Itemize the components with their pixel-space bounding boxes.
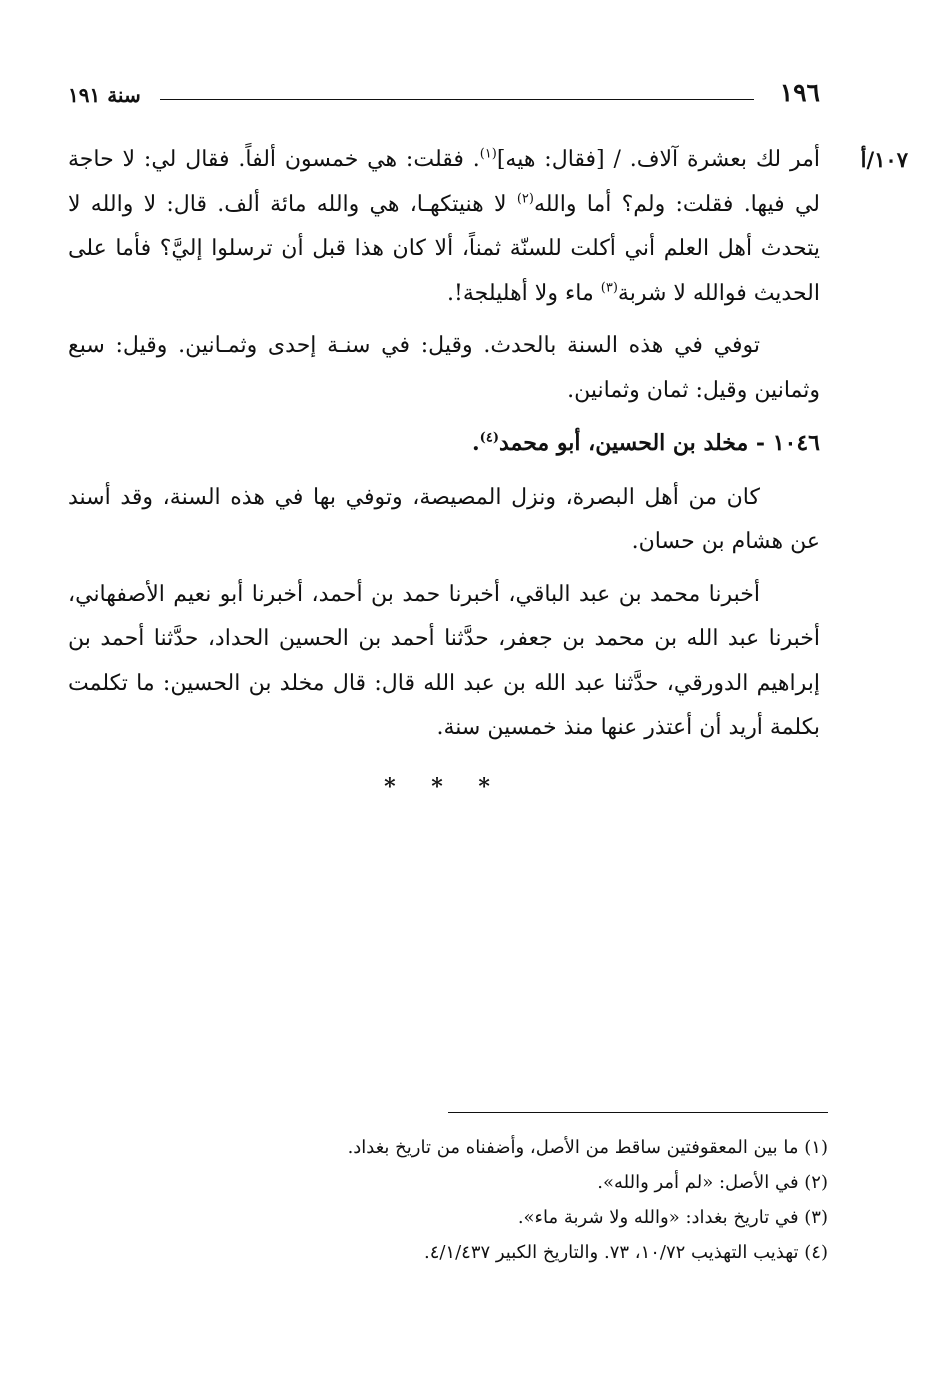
paragraph-1	[68, 138, 820, 316]
footnote-marker-1: (١)	[479, 146, 497, 162]
margin-folio-reference: ١٠٧/أ	[860, 147, 908, 172]
footnote-marker-2: (٢)	[516, 191, 534, 207]
paragraph-4: أخبرنا محمد بن عبد الباقي، أخبرنا حمد بن أحمد، أخبرنا أبو نعيم الأصفهاني، أخبرنا عبد الله بن محمد بن جعفر، حدَّثنا أحمد بن الحسين الحداد، حدَّثنا أحمد بن إبراهيم الدورقي، حدَّثنا عبد الله بن عبد الله قال: قال مخلد بن الحسين: ما تكلمت بكلمة أريد أن أعتذر عنها منذ خمسين سنة.	[68, 581, 820, 740]
entry-heading-end: .	[472, 430, 480, 456]
section-separator: * * *	[384, 773, 504, 800]
header-rule	[160, 99, 754, 100]
entry-heading-text: ١٠٤٦ - مخلد بن الحسين، أبو محمد	[498, 430, 820, 456]
footnote-2: (٢) في الأصل: «لم أمر والله».	[597, 1172, 828, 1193]
footnote-marker-3: (٣)	[600, 280, 618, 296]
footnotes	[68, 1130, 828, 1270]
paragraph-1-part-2: . فقلت: هي خمسون ألفاً. فقال لي: لا حاجة لي فيها. فقلت: ولم؟ أما والله	[68, 147, 820, 217]
main-text	[68, 138, 908, 809]
footnote-marker-4: (٤)	[479, 430, 499, 446]
running-head: سنة ١٩١	[68, 83, 141, 107]
footnote-4: (٤) تهذيب التهذيب ١٠/٧٢، ٧٣. والتاريخ الكبير ٤/١/٤٣٧.	[423, 1242, 828, 1263]
paragraph-1-part-3: لا هنيتكهـا، هي والله مائة ألف. قال: لا والله لا يتحدث أهل العلم أني أكلت للسنّة ثمناً، ألا كان هذا قبل أن ترسلوا إليَّ؟ فأما على الحديث فوالله لا شربة	[68, 191, 820, 306]
paragraph-2: توفي في هذه السنة بالحدث. وقيل: في سنـة إحدى وثمـانين. وقيل: سبع وثمانين وقيل: ثمان وثمانين.	[68, 333, 820, 403]
footnote-3: (٣) في تاريخ بغداد: «والله ولا شربة ماء».	[517, 1207, 828, 1228]
entry-heading	[68, 421, 820, 466]
paragraph-1-part-1: أمر لك بعشرة آلاف. / [فقال: هيه]	[496, 147, 820, 172]
page-number: ١٩٦	[779, 78, 820, 107]
page-header	[68, 78, 820, 112]
paragraph-3: كان من أهل البصرة، ونزل المصيصة، وتوفي بها في هذه السنة، وقد أسند عن هشام بن حسان.	[68, 484, 820, 554]
footnote-1: (١) ما بين المعقوفتين ساقط من الأصل، وأضفناه من تاريخ بغداد.	[347, 1137, 828, 1158]
paragraph-1-part-4: ماء ولا أهليلجة!.	[447, 280, 601, 306]
footnote-rule	[448, 1112, 828, 1113]
